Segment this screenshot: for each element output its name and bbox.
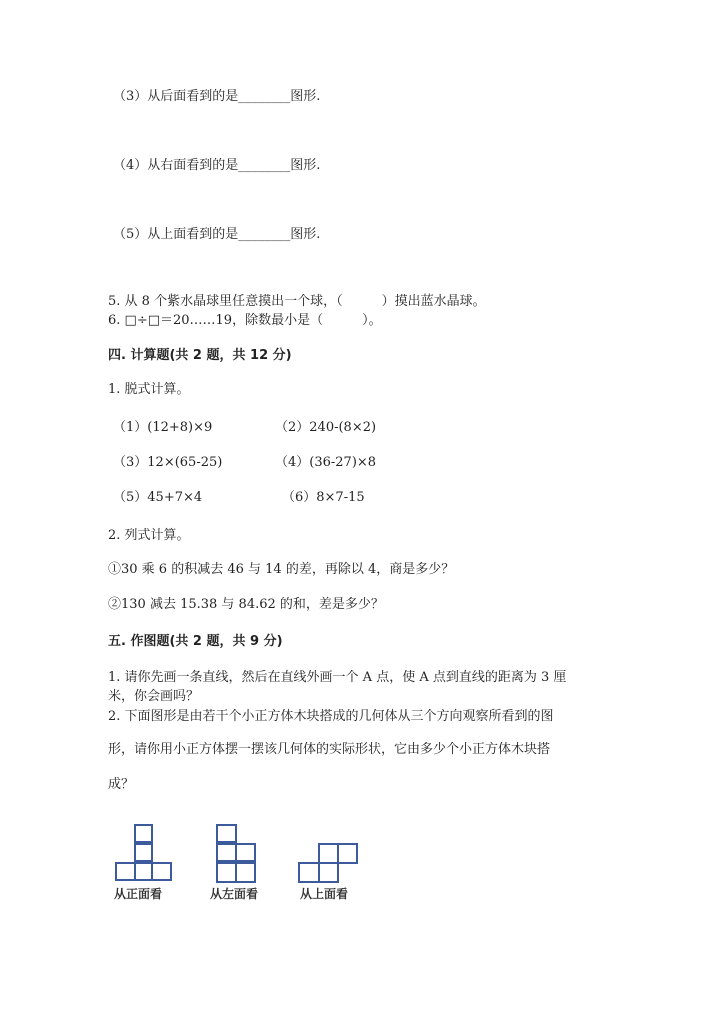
grid-cell <box>134 824 153 843</box>
grid-cell <box>235 862 256 883</box>
grid-cell <box>216 843 237 862</box>
grid-cell <box>235 843 256 862</box>
expr-2: （2）240-(8×2) <box>275 420 377 435</box>
problem-6: 6. □÷□＝20……19，除数最小是（ ）。 <box>108 313 382 328</box>
front-view-caption: 从正面看 <box>114 887 163 901</box>
grid-cell <box>115 862 136 881</box>
word-problem-2: ②130 减去 15.38 与 84.62 的和，差是多少？ <box>108 597 384 612</box>
grid-cell <box>337 843 358 864</box>
question-5: （5）从上面看到的是________图形. <box>113 227 321 242</box>
word-problem-1: ①30 乘 6 的积减去 46 与 14 的差，再除以 4，商是多少？ <box>108 562 455 577</box>
left-view-caption: 从左面看 <box>210 887 259 901</box>
expr-4: （4）(36-27)×8 <box>275 455 377 470</box>
section-5-heading: 五. 作图题(共 2 题，共 9 分) <box>108 634 283 649</box>
question-4: （4）从右面看到的是________图形. <box>113 158 321 173</box>
expr-3: （3）12×(65-25) <box>113 455 223 470</box>
expr-6: （6）8×7-15 <box>282 490 365 505</box>
grid-cell <box>298 862 320 883</box>
question-3: （3）从后面看到的是________图形. <box>113 89 321 104</box>
grid-cell <box>151 862 172 881</box>
expr-5: （5）45+7×4 <box>113 490 203 505</box>
draw-2-line3: 成？ <box>108 777 135 792</box>
section-4-heading: 四. 计算题(共 2 题，共 12 分) <box>108 348 292 363</box>
grid-cell <box>216 824 237 843</box>
calc-2-title: 2. 列式计算。 <box>108 528 190 543</box>
expr-1: （1）(12+8)×9 <box>113 420 213 435</box>
problem-5: 5. 从 8 个紫水晶球里任意摸出一个球，（ ）摸出蓝水晶球。 <box>108 294 486 309</box>
grid-cell <box>134 843 153 862</box>
grid-cell <box>216 862 237 883</box>
draw-1-line2: 米，你会画吗？ <box>108 689 200 704</box>
draw-1-line1: 1. 请你先画一条直线，然后在直线外画一个 A 点，使 A 点到直线的距离为 3 厘 <box>108 670 567 685</box>
calc-1-title: 1. 脱式计算。 <box>108 382 190 397</box>
draw-2-line2: 形，请你用小正方体摆一摆该几何体的实际形状，它由多少个小正方体木块搭 <box>108 742 551 757</box>
grid-cell <box>318 843 339 864</box>
grid-cell <box>318 862 339 883</box>
draw-2-line1: 2. 下面图形是由若干个小正方体木块搭成的几何体从三个方向观察所看到的图 <box>108 709 554 724</box>
top-view-caption: 从上面看 <box>300 887 349 901</box>
